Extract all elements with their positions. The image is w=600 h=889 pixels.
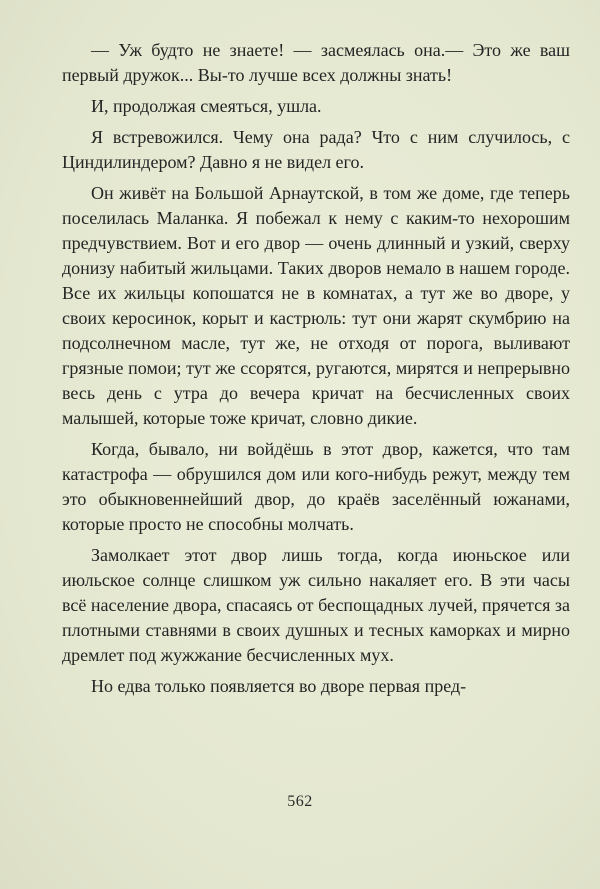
page-number: 562 — [287, 793, 313, 810]
paragraph-5: Когда, бывало, ни войдёшь в этот двор, кажется, что там катастрофа — обрушился дом или кого-нибудь режут, между тем это обыкновеннейший двор, до краёв заселённый южанами, которые просто не способны молчать. — [62, 439, 570, 534]
paragraph-3: Я встревожился. Чему она рада? Что с ним случилось, с Циндилиндером? Давно я не видел его. — [62, 127, 570, 172]
body-text — [62, 38, 570, 705]
paragraph-4: Он живёт на Большой Арнаутской, в том же доме, где теперь поселилась Маланка. Я побежал к нему с каким-то нехорошим предчувствием. Вот и его двор — очень длинный и узкий, сверху донизу набитый жильцами. Таких дворов немало в нашем городе. Все их жильцы копошатся не в комнатах, а тут же во дворе, у своих керосинок, корыт и кастрюль: тут они жарят скумбрию на подсолнечном масле, тут же, не отходя от порога, выливают грязные помои; тут же ссорятся, ругаются, мирятся и непрерывно весь день с утра до вечера кричат на бесчисленных своих малышей, которые тоже кричат, словно дикие. — [62, 183, 570, 428]
paragraph-1: — Уж будто не знаете! — засмеялась она.— Это же ваш первый дружок... Вы-то лучше всех должны знать! — [62, 40, 570, 85]
paragraph-6: Замолкает этот двор лишь тогда, когда июньское или июльское солнце слишком уж сильно накаляет его. В эти часы всё население двора, спасаясь от беспощадных лучей, прячется за плотными ставнями в своих душных и тесных каморках и мирно дремлет под жужжание бесчисленных мух. — [62, 545, 570, 665]
paragraph-2: И, продолжая смеяться, ушла. — [91, 96, 322, 116]
paragraph-7: Но едва только появляется во дворе первая пред- — [91, 676, 467, 696]
